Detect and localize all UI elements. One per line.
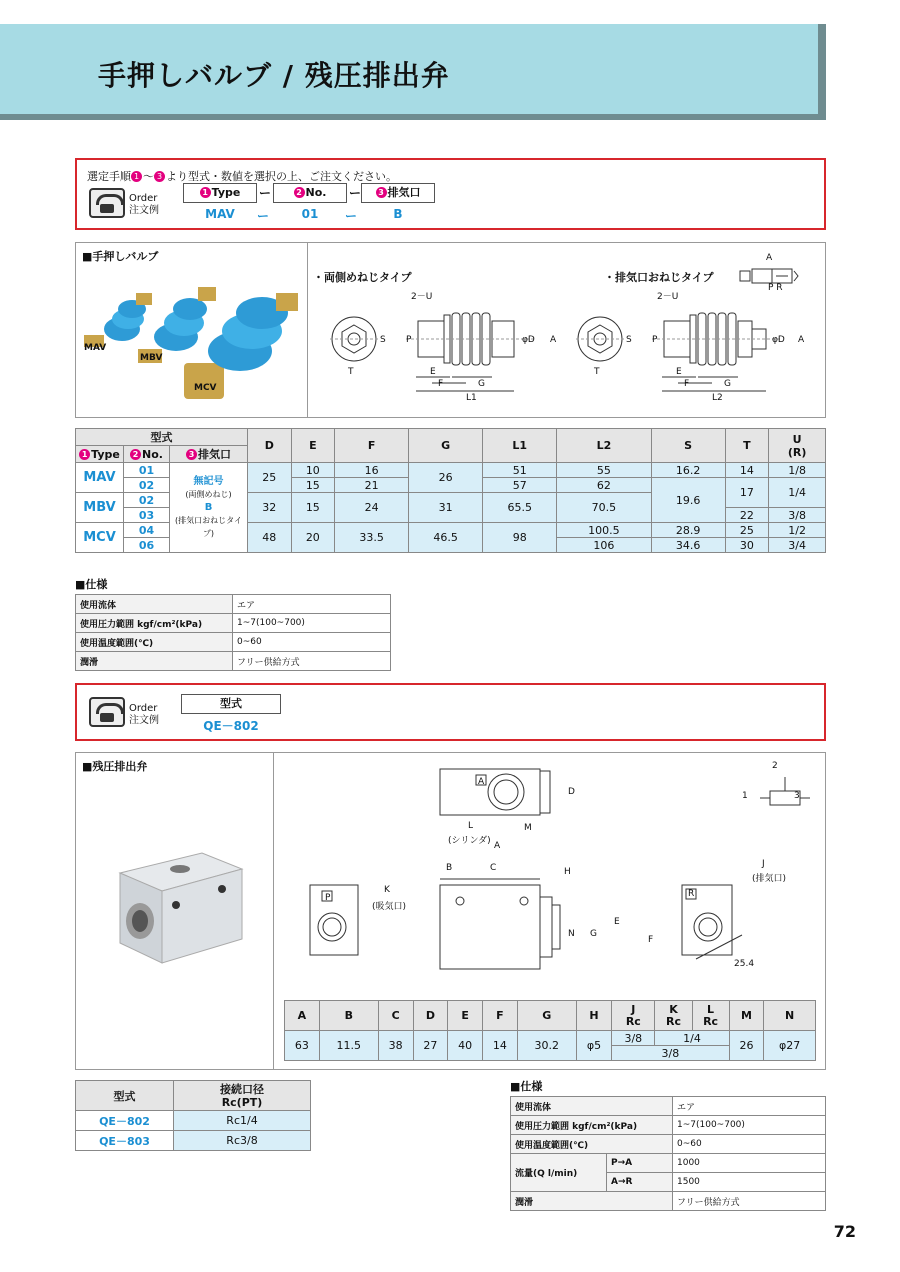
dim-a: A — [494, 841, 501, 851]
hdr-d: D — [413, 1001, 448, 1031]
subtitle-double-female: ・両側めねじタイプ — [313, 271, 412, 284]
hdr-g: G — [409, 429, 483, 463]
dim-d-left: φD — [522, 335, 535, 345]
spec-key: 流量(Q l/min) — [511, 1154, 607, 1192]
dim-p-box: P — [325, 893, 331, 903]
hdr-e: E — [448, 1001, 483, 1031]
spec-value: 0~60 — [673, 1135, 826, 1154]
qe-d-value: 27 — [413, 1031, 448, 1061]
dim-r-box: R — [688, 889, 695, 899]
caption-mav: MAV — [84, 343, 107, 353]
order-value-no: 01 — [301, 207, 319, 221]
caption-mcv: MCV — [194, 383, 217, 393]
g-cell: 31 — [409, 493, 483, 523]
t-cell: 17 — [725, 478, 769, 508]
dim-f-right: F — [684, 379, 690, 389]
dim-25-4: 25.4 — [734, 959, 755, 969]
dim-j: J — [762, 859, 765, 869]
order-example-qe — [75, 683, 826, 741]
title-banner — [0, 24, 826, 120]
port-cell: Rc1/4 — [174, 1111, 311, 1131]
hdr-n: N — [764, 1001, 816, 1031]
qe-c-value: 38 — [378, 1031, 413, 1061]
order-instructions: 選定手順 1 ～ 3 より型式・数値を選択の上、ご注文ください。 — [87, 170, 397, 183]
page-title: 手押しバルブ / 残圧排出弁 — [98, 59, 450, 92]
valve-drawing-right — [572, 287, 805, 407]
u-cell: 3/8 — [769, 508, 826, 523]
hdr-f: F — [483, 1001, 518, 1031]
dim-2u-right: 2－U — [657, 292, 679, 302]
u-cell: 1/8 — [769, 463, 826, 478]
hdr-l1: L1 — [483, 429, 557, 463]
separator: ー — [259, 186, 272, 200]
separator: ー — [349, 186, 362, 200]
spec-key: 使用圧力範囲 kgf/cm²(kPa) — [76, 614, 233, 633]
s-cell: 19.6 — [651, 478, 725, 523]
dim-g-left: G — [478, 379, 485, 389]
dim-p-right: P — [652, 335, 658, 345]
spec-key: 潤滑 — [76, 652, 233, 671]
hdr-no: 2 No. — [124, 446, 170, 463]
dim-d: D — [568, 787, 575, 797]
no-cell: 02 — [124, 493, 170, 508]
f-cell: 33.5 — [335, 523, 409, 553]
order-label: Order 注文例 — [129, 703, 159, 726]
type-mcv: MCV — [76, 523, 124, 553]
qe-connection-table — [75, 1080, 311, 1151]
spec-title: ■仕様 — [75, 578, 108, 591]
hdr-k: K Rc — [655, 1001, 692, 1031]
qe-m-value: 26 — [729, 1031, 764, 1061]
dim-a-left: A — [550, 335, 557, 345]
d-cell: 25 — [248, 463, 292, 493]
no-cell: 06 — [124, 538, 170, 553]
spec-key: 使用温度範囲(℃) — [511, 1135, 673, 1154]
u-cell: 1/4 — [769, 478, 826, 508]
hdr-m: M — [729, 1001, 764, 1031]
s-cell: 34.6 — [651, 538, 725, 553]
qe-g-value: 30.2 — [517, 1031, 576, 1061]
dim-e-left: E — [430, 367, 436, 377]
dim-d-right: φD — [772, 335, 785, 345]
dim-b: B — [446, 863, 453, 873]
hdr-model: 型式 — [76, 1081, 174, 1111]
option-no-box: 2 No. — [273, 183, 347, 203]
qe-f-value: 14 — [483, 1031, 518, 1061]
qe-n-value: φ27 — [764, 1031, 816, 1061]
dim-l-sub: (シリンダ) — [448, 836, 491, 846]
hdr-u: U (R) — [769, 429, 826, 463]
no-cell: 04 — [124, 523, 170, 538]
s-cell: 28.9 — [651, 523, 725, 538]
type-mav: MAV — [76, 463, 124, 493]
dim-p-left: P — [406, 335, 412, 345]
l1-cell: 65.5 — [483, 493, 557, 523]
l2-cell: 106 — [557, 538, 651, 553]
dim-j-sub: (排気口) — [752, 874, 787, 884]
dim-e-right: E — [676, 367, 682, 377]
model-cell: QE－803 — [76, 1131, 174, 1151]
subtitle-exhaust-male: ・排気口おねじタイプ — [604, 271, 714, 284]
phone-icon — [89, 697, 125, 727]
dim-2u-left: 2－U — [411, 292, 433, 302]
t-cell: 22 — [725, 508, 769, 523]
t-cell: 14 — [725, 463, 769, 478]
qe-e-value: 40 — [448, 1031, 483, 1061]
u-cell: 3/4 — [769, 538, 826, 553]
port-cell: Rc3/8 — [174, 1131, 311, 1151]
dim-s-right: S — [626, 335, 632, 345]
symbol-port-1: 1 — [742, 791, 748, 801]
dim-c: C — [490, 863, 497, 873]
qe-j-value: 3/8 — [612, 1031, 655, 1046]
t-cell: 30 — [725, 538, 769, 553]
spec-value: 1500 — [673, 1173, 826, 1192]
dim-k-sub: (吸気口) — [372, 902, 407, 912]
hdr-g: G — [517, 1001, 576, 1031]
dim-t-right: T — [594, 367, 600, 377]
valve-dimension-table — [75, 428, 826, 553]
qe-front-view — [436, 871, 636, 971]
hand-valve-panel — [75, 242, 826, 418]
valve-drawing-left — [326, 287, 556, 407]
dim-k: K — [384, 885, 390, 895]
spec-value: 1~7(100~700) — [233, 614, 391, 633]
qe-dimension-table — [284, 1000, 816, 1061]
dim-f: F — [648, 935, 654, 945]
s-cell: 16.2 — [651, 463, 725, 478]
hdr-e: E — [291, 429, 335, 463]
hdr-s: S — [651, 429, 725, 463]
dim-s-left: S — [380, 335, 386, 345]
l2-cell: 70.5 — [557, 493, 651, 523]
phone-icon — [89, 188, 125, 218]
hdr-b: B — [319, 1001, 378, 1031]
dim-t-left: T — [348, 367, 354, 377]
order-value-sep: ー — [344, 209, 357, 223]
l2-cell: 100.5 — [557, 523, 651, 538]
symbol-a: A — [766, 253, 773, 263]
dim-h: H — [564, 867, 571, 877]
hdr-f: F — [335, 429, 409, 463]
f-cell: 16 — [335, 463, 409, 478]
hdr-model: 型式 — [76, 429, 248, 446]
e-cell: 15 — [291, 478, 335, 493]
dim-a-box: A — [478, 777, 485, 787]
spec-key: 使用流体 — [511, 1097, 673, 1116]
order-example-valve — [75, 158, 826, 230]
spec-title: ■仕様 — [510, 1080, 543, 1093]
hdr-port: 接続口径 Rc(PT) — [174, 1081, 311, 1111]
l1-cell: 98 — [483, 523, 557, 553]
f-cell: 21 — [335, 478, 409, 493]
dim-l1: L1 — [466, 393, 477, 403]
order-value-sep: ー — [256, 209, 269, 223]
hdr-c: C — [378, 1001, 413, 1031]
qe-jkl-value: 3/8 — [612, 1046, 729, 1061]
l1-cell: 57 — [483, 478, 557, 493]
spec-table-valve — [75, 594, 391, 671]
qe-right-view — [636, 863, 756, 973]
spec-subkey: A→R — [607, 1173, 673, 1192]
spec-key: 使用温度範囲(℃) — [76, 633, 233, 652]
hdr-exhaust: 3 排気口 — [170, 446, 248, 463]
spec-value: エア — [673, 1097, 826, 1116]
qe-a-value: 63 — [285, 1031, 320, 1061]
dim-l2: L2 — [712, 393, 723, 403]
panel-title: ■手押しバルブ — [82, 250, 159, 263]
type-mbv: MBV — [76, 493, 124, 523]
dim-l: L — [468, 821, 474, 831]
l1-cell: 51 — [483, 463, 557, 478]
hdr-j: J Rc — [612, 1001, 655, 1031]
dim-g-right: G — [724, 379, 731, 389]
dim-a-right: A — [798, 335, 805, 345]
e-cell: 20 — [291, 523, 335, 553]
spec-value: 0~60 — [233, 633, 391, 652]
caption-mbv: MBV — [140, 353, 163, 363]
spec-value: フリー供給方式 — [233, 652, 391, 671]
option-exhaust-box: 3 排気口 — [361, 183, 435, 203]
panel-title: ■残圧排出弁 — [82, 760, 148, 773]
hdr-a: A — [285, 1001, 320, 1031]
photo-divider — [273, 753, 274, 1069]
order-value-exhaust: B — [393, 207, 403, 221]
g-cell: 26 — [409, 463, 483, 493]
symbol-port-2: 2 — [772, 761, 778, 771]
spec-subkey: P→A — [607, 1154, 673, 1173]
qe-h-value: φ5 — [576, 1031, 611, 1061]
d-cell: 48 — [248, 523, 292, 553]
exhaust-cell: 無記号 (両側めねじ) B (排気口おねじタイプ) — [170, 463, 248, 553]
valve-photo — [80, 263, 304, 413]
t-cell: 25 — [725, 523, 769, 538]
no-cell: 02 — [124, 478, 170, 493]
dim-f-left: F — [438, 379, 444, 389]
order-value-type: MAV — [205, 207, 235, 221]
spec-value: 1000 — [673, 1154, 826, 1173]
hdr-h: H — [576, 1001, 611, 1031]
page-number: 72 — [833, 1222, 856, 1241]
hdr-l2: L2 — [557, 429, 651, 463]
dim-g: G — [590, 929, 597, 939]
mav-valve — [84, 293, 152, 347]
dim-e: E — [614, 917, 620, 927]
e-cell: 10 — [291, 463, 335, 478]
spec-value: 1~7(100~700) — [673, 1116, 826, 1135]
dim-n: N — [568, 929, 575, 939]
spec-key: 使用流体 — [76, 595, 233, 614]
hdr-l: L Rc — [692, 1001, 729, 1031]
qe-symbol — [756, 773, 816, 823]
spec-key: 潤滑 — [511, 1192, 673, 1211]
symbol-port-3: 3 — [794, 791, 800, 801]
d-cell: 32 — [248, 493, 292, 523]
e-cell: 15 — [291, 493, 335, 523]
u-cell: 1/2 — [769, 523, 826, 538]
spec-key: 使用圧力範囲 kgf/cm²(kPa) — [511, 1116, 673, 1135]
qe-photo — [106, 843, 256, 973]
spec-value: エア — [233, 595, 391, 614]
symbol-pr: P R — [768, 283, 783, 293]
hdr-type: 1 Type — [76, 446, 124, 463]
no-cell: 01 — [124, 463, 170, 478]
f-cell: 24 — [335, 493, 409, 523]
spec-table-qe — [510, 1096, 826, 1211]
g-cell: 46.5 — [409, 523, 483, 553]
hdr-t: T — [725, 429, 769, 463]
dim-m: M — [524, 823, 532, 833]
no-cell: 03 — [124, 508, 170, 523]
order-value-model: QE－802 — [203, 719, 259, 733]
order-label: Order 注文例 — [129, 193, 159, 216]
l2-cell: 55 — [557, 463, 651, 478]
option-model-box: 型式 — [181, 694, 281, 714]
option-type-box: 1 Type — [183, 183, 257, 203]
model-cell: QE－802 — [76, 1111, 174, 1131]
photo-divider — [307, 243, 308, 417]
l2-cell: 62 — [557, 478, 651, 493]
qe-kl-value: 1/4 — [655, 1031, 729, 1046]
hdr-d: D — [248, 429, 292, 463]
spec-value: フリー供給方式 — [673, 1192, 826, 1211]
qe-b-value: 11.5 — [319, 1031, 378, 1061]
qe-left-view — [306, 881, 366, 961]
